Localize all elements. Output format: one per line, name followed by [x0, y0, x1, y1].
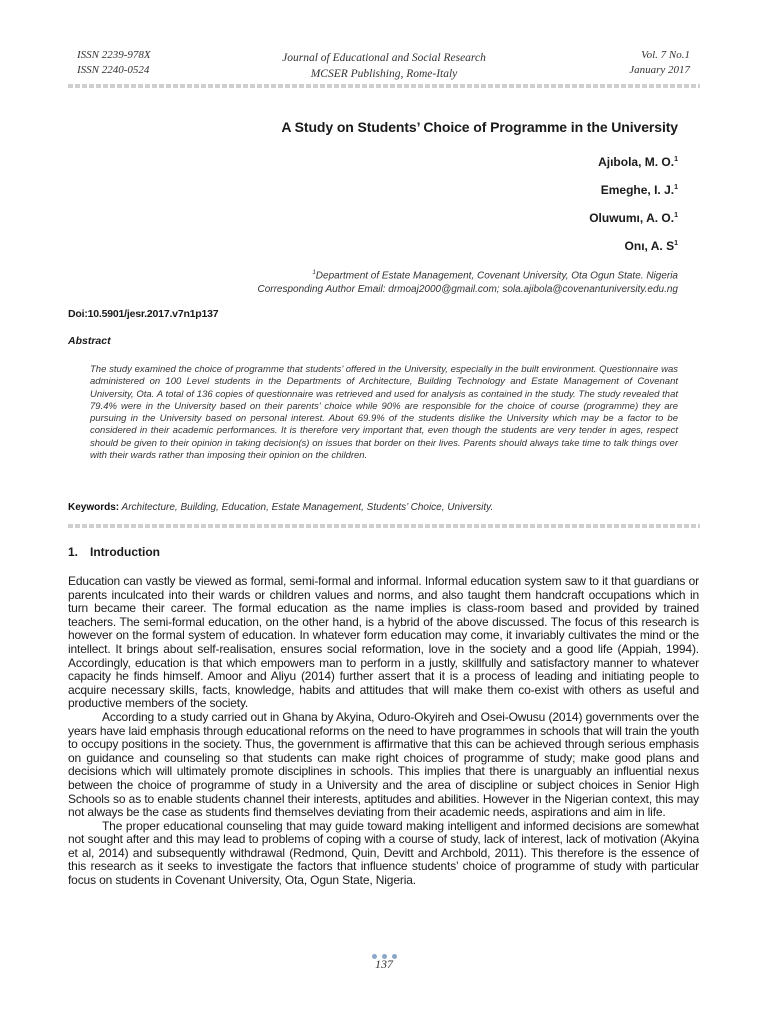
keywords-label: Keywords: [68, 502, 120, 513]
author-name: Oluwumı, A. O. [589, 211, 675, 225]
author [589, 208, 678, 236]
issn-print: ISSN 2239-978X [77, 49, 151, 61]
keywords [68, 502, 493, 513]
issue-block [629, 48, 690, 78]
department: Department of Estate Management, Covenant University, Ota Ogun State. Nigeria [315, 270, 678, 282]
paper-title: A Study on Students’ Choice of Programme in the University [281, 119, 678, 135]
journal-name: Journal of Educational and Social Research [282, 52, 486, 64]
issn-online: ISSN 2240-0524 [77, 64, 150, 76]
keywords-text: Architecture, Building, Education, Estate Management, Students’ Choice, University. [121, 502, 494, 513]
header-divider [68, 84, 700, 88]
author-list [589, 152, 678, 264]
corresponding-author: Corresponding Author Email: drmoaj2000@gmail.com; sola.ajibola@covenantuniversity.edu.ng [257, 284, 678, 296]
author-affiliation-mark: 1 [674, 156, 678, 163]
author-name: Onı, A. S [624, 239, 675, 253]
section-title: Introduction [90, 545, 160, 559]
body-text [68, 575, 699, 888]
affiliation-mark: 1 [312, 270, 316, 276]
doi: Doi:10.5901/jesr.2017.v7n1p137 [68, 308, 219, 320]
author [589, 180, 678, 208]
author-affiliation-mark: 1 [674, 184, 678, 191]
author-name: Ajıbola, M. O. [598, 155, 675, 169]
section-divider [68, 524, 700, 528]
volume: Vol. 7 No.1 [641, 49, 690, 61]
affiliation [257, 266, 678, 283]
abstract-text: The study examined the choice of programme that students’ offered in the University, especially in the built environment. Questionnaire was administered on 100 Level students in the Departments of Architecture, Building Technology and Estate Management of Covenant University, Ota. A total of 136 copies of questionnaire was retrieved and used for analysis as contained in the study. The study revealed that 79.4% were in the University based on their parents’ choice while 90% are responsible for the choice of course (programme) they are pursuing in the University based on personal interest. About 69.9% of the students dislike the University which may be a factor to be considered in their academic performances. It is therefore very important that, even though the students are very tender in ages, respect should be given to their opinion in taking decision(s) on issues that border on their lives. Parents should always take time to talk things over with their wards rather than imposing their opinion on the children. [90, 364, 678, 462]
section-number: 1. [68, 545, 79, 559]
publisher: MCSER Publishing, Rome-Italy [310, 68, 458, 80]
page-number: 137 [375, 957, 393, 971]
affiliation-block [257, 266, 678, 297]
paragraph: The proper educational counseling that may guide toward making intelligent and informed decisions are somewhat not sought after and this may lead to problems of coping with a course of study, lack of interest, lack of motivation (Akyina et al, 2014) and subsequently withdrawal (Redmond, Quin, Devitt and Archbold, 2011). This therefore is the essence of this research as it seeks to investigate the factors that influence students’ choice of programme of study with particular focus on students in Covenant University, Ota, Ogun State, Nigeria. [68, 818, 699, 888]
issue-date: January 2017 [629, 64, 690, 76]
author-affiliation-mark: 1 [674, 240, 678, 247]
author [589, 152, 678, 180]
section-heading [68, 545, 160, 559]
paragraph: Education can vastly be viewed as formal, semi-formal and informal. Informal education system saw to it that guardians or parents inculcated into their wards or children values and norms, and also taught them handcraft occupations which in turn became their career. The formal education as the name implies is class-room based and provided by trained teachers. The semi-formal education, on the other hand, is a hybrid of the above discussed. The focus of this research is however on the formal system of education. In whatever form education may come, it invariably cultivates the mind or the intellect. It brings about self-realisation, ensures social reformation, love in the society and a good life (Appiah, 1994). Accordingly, education is that which empowers man to perform in a justly, skillfully and satisfactory manner to whatever capacity he finds himself. Amoor and Aliyu (2014) further assert that it is a process of leading and initiating people to acquire necessary skills, facts, knowledge, habits and attitudes that will make them co-exist with others as useful and productive members of the society. [68, 574, 699, 711]
abstract-heading: Abstract [68, 335, 111, 347]
author-affiliation-mark: 1 [674, 212, 678, 219]
author-name: Emeghe, I. J. [600, 183, 675, 197]
paragraph: According to a study carried out in Ghana by Akyina, Oduro-Okyireh and Osei-Owusu (2014) governments over the years have laid emphasis through educational reforms on the need to have programmes in schools that will train the youth to occupy positions in the society. Thus, the government is affirmative that this can be achieved through serious emphasis on guidance and counseling so that students can make right choices of programme of study; make good plans and decisions which will ultimately promote disciplines in schools. This implies that there is unarguably an influential nexus between the choice of programme of study in a University and the area of discipline or subject choices in Senior High Schools so as to enable students channel their interests, aptitudes and abilities. However in the Nigerian context, this may not always be the case as students find themselves deviating from their academic needs, aspirations and aim in life. [68, 709, 699, 820]
author [589, 236, 678, 264]
running-header [0, 48, 768, 84]
